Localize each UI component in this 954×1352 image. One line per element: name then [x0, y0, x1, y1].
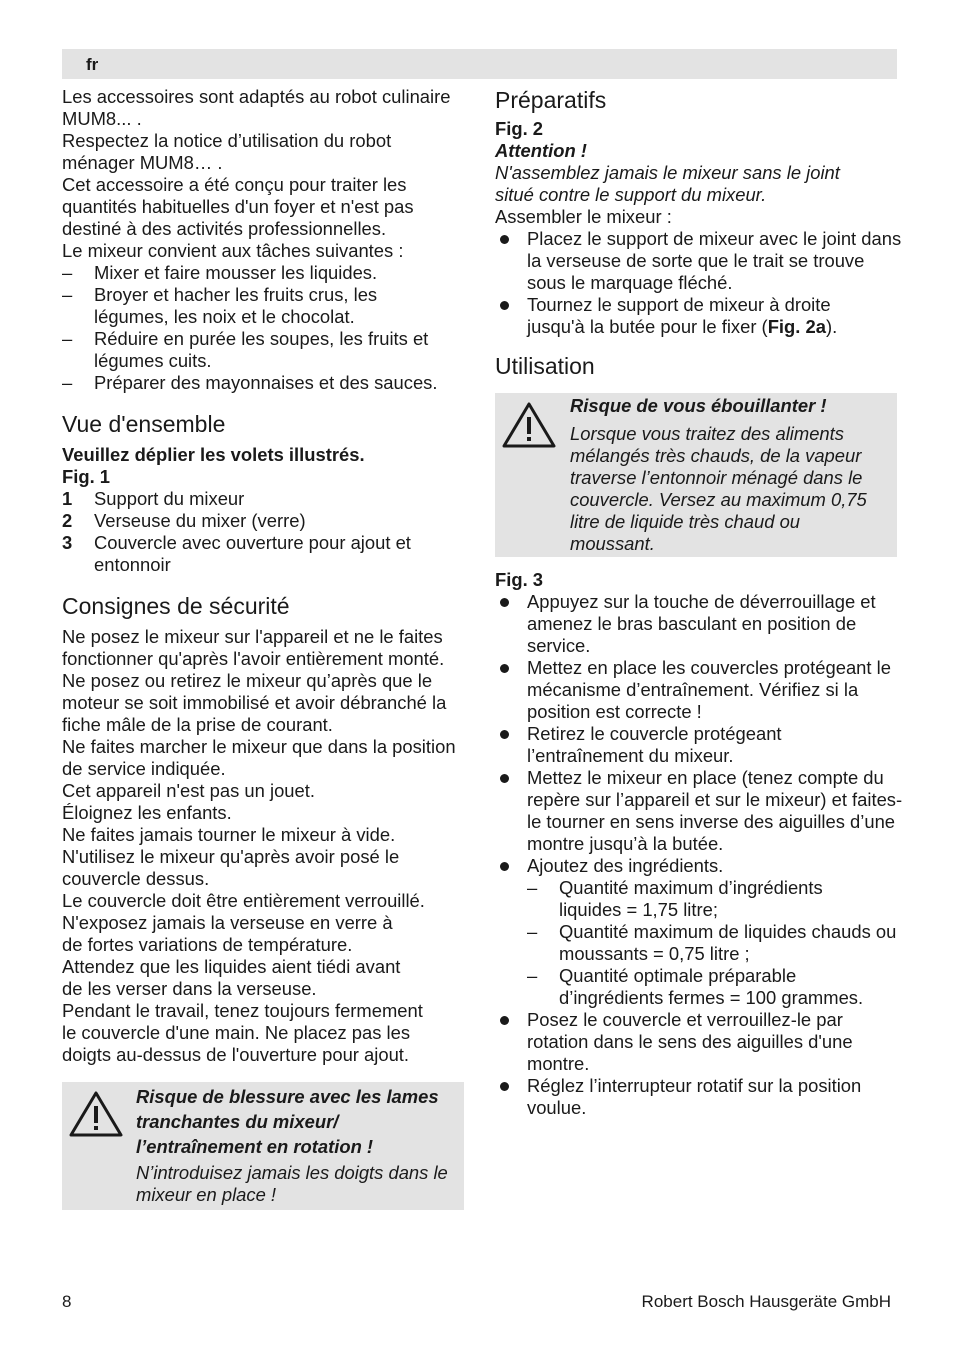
page-number: 8 — [62, 1292, 72, 1311]
list-item: Posez le couvercle et verrouillez-le par rotation dans le sens des aiguilles d'une montre. — [495, 1009, 897, 1075]
list-item: Retirez le couvercle protégeant l’entraînement du mixeur. — [495, 723, 837, 767]
warning-text: N’introduisez jamais les doigts dans le mixeur en place ! — [136, 1162, 448, 1205]
safety-text — [62, 626, 472, 1066]
fig-reference: Fig. 3 — [495, 569, 544, 590]
section-title-usage: Utilisation — [495, 353, 595, 379]
list-item: 1 Support du mixeur — [62, 488, 245, 509]
intro-paragraph: Cet accessoire a été conçu pour traiter les quantités habituelles d'un foyer et n'est pas destiné à des activités professionnelles. — [62, 174, 414, 239]
warning-box-scald — [495, 393, 897, 557]
left-column — [62, 86, 472, 1210]
section-title-overview: Vue d'ensemble — [62, 411, 226, 437]
company-name: Robert Bosch Hausgeräte GmbH — [641, 1292, 891, 1311]
intro-paragraph: Les accessoires sont adaptés au robot culinaire MUM8... . — [62, 86, 451, 129]
fig-reference: Fig. 1 — [62, 466, 111, 487]
warning-triangle-icon — [68, 1090, 124, 1138]
section-title-safety: Consignes de sécurité — [62, 593, 290, 619]
header-bar — [62, 49, 897, 79]
intro-paragraph: Respectez la notice d’utilisation du robot ménager MUM8… . — [62, 130, 392, 173]
list-item: – Quantité optimale préparable d’ingrédients fermes = 100 grammes. — [527, 965, 864, 1008]
usage-steps — [495, 591, 905, 1119]
warning-title: Risque de vous ébouillanter ! — [570, 395, 827, 416]
safety-paragraph: Ne posez ou retirez le mixeur qu’après que le moteur se soit immobilisé et avoir débranché la fiche mâle de la prise de courant. — [62, 670, 447, 735]
list-item: – Broyer et hacher les fruits crus, les légumes, les noix et le chocolat. — [62, 284, 378, 327]
fig-reference: Fig. 2 — [495, 118, 544, 139]
list-item: Réglez l’interrupteur rotatif sur la position voulue. — [495, 1075, 892, 1119]
parts-list — [62, 488, 472, 576]
safety-paragraph: Attendez que les liquides aient tiédi avant de les verser dans la verseuse. — [62, 956, 401, 999]
safety-paragraph: Ne posez le mixeur sur l'appareil et ne le faites fonctionner qu'après l'avoir entièrement monté. — [62, 626, 445, 669]
section-title-prep: Préparatifs — [495, 87, 607, 113]
list-item: Ajoutez des ingrédients. – Quantité maximum d’ingrédients liquides = 1,75 litre; – Quantité maximum de liquides chauds ou moussants = 0,75 litre ; – Quantité optimale préparable d’ingrédients fermes = 100 grammes. — [495, 855, 905, 1009]
quantity-list — [527, 877, 905, 1009]
list-item: Placez le support de mixeur avec le joint dans la verseuse de sorte que le trait se trouve sous le marquage fléché. — [495, 228, 902, 294]
list-item: 3 Couvercle avec ouverture pour ajout et entonnoir — [62, 532, 411, 575]
safety-paragraph: Pendant le travail, tenez toujours fermement le couvercle d'une main. Ne placez pas les doigts au-dessus de l'ouverture pour ajout. — [62, 1000, 423, 1065]
safety-paragraph: Ne faites marcher le mixeur que dans la position de service indiquée. — [62, 736, 456, 779]
warning-triangle-icon — [501, 401, 557, 449]
overview-instruction: Veuillez déplier les volets illustrés. — [62, 444, 365, 465]
list-item: Appuyez sur la touche de déverrouillage et amenez le bras basculant en position de service. — [495, 591, 887, 657]
list-item: – Quantité maximum de liquides chauds ou moussants = 0,75 litre ; — [527, 921, 897, 964]
list-item: Mettez en place les couvercles protégeant le mécanisme d’entraînement. Vérifiez si la position est correcte ! — [495, 657, 897, 723]
assemble-steps — [495, 228, 905, 338]
list-item: – Mixer et faire mousser les liquides. — [62, 262, 378, 283]
list-item: 2 Verseuse du mixer (verre) — [62, 510, 306, 531]
list-item: – Préparer des mayonnaises et des sauces. — [62, 372, 438, 393]
safety-paragraph: Le couvercle doit être entièrement verrouillé. — [62, 890, 425, 911]
list-item: Mettez le mixeur en place (tenez compte du repère sur l’appareil et sur le mixeur) et faites-le tourner en sens inverse des aiguilles d’une montre jusqu’à la butée. — [495, 767, 905, 855]
right-column — [495, 86, 905, 1119]
intro-paragraph: Le mixeur convient aux tâches suivantes : — [62, 240, 404, 261]
safety-paragraph: N'exposez jamais la verseuse en verre à de fortes variations de température. — [62, 912, 393, 955]
language-label: fr — [86, 55, 99, 74]
list-item: Tournez le support de mixeur à droite jusqu'à la butée pour le fixer (Fig. 2a). — [495, 294, 887, 338]
assemble-label: Assembler le mixeur : — [495, 206, 672, 227]
list-item: – Quantité maximum d’ingrédients liquides = 1,75 litre; — [527, 877, 823, 920]
list-item: – Réduire en purée les soupes, les fruits et légumes cuits. — [62, 328, 429, 371]
safety-paragraph: Ne faites jamais tourner le mixeur à vide. — [62, 824, 396, 845]
warning-text: Lorsque vous traitez des aliments mélangés très chauds, de la vapeur traverse l’entonnoir ménagé dans le couvercle. Versez au maximum 0,75 litre de liquide très chaud ou moussant. — [570, 423, 867, 554]
attention-text: N'assemblez jamais le mixeur sans le joint situé contre le support du mixeur. — [495, 162, 840, 205]
warning-box-blade — [62, 1082, 464, 1210]
safety-paragraph: Éloignez les enfants. — [62, 802, 232, 823]
safety-paragraph: Cet appareil n'est pas un jouet. — [62, 780, 315, 801]
attention-label: Attention ! — [495, 140, 587, 161]
task-list — [62, 262, 472, 394]
warning-title: Risque de blessure avec les lames tranchantes du mixeur/ l’entraînement en rotation ! — [136, 1086, 439, 1157]
safety-paragraph: N'utilisez le mixeur qu'après avoir posé le couvercle dessus. — [62, 846, 400, 889]
